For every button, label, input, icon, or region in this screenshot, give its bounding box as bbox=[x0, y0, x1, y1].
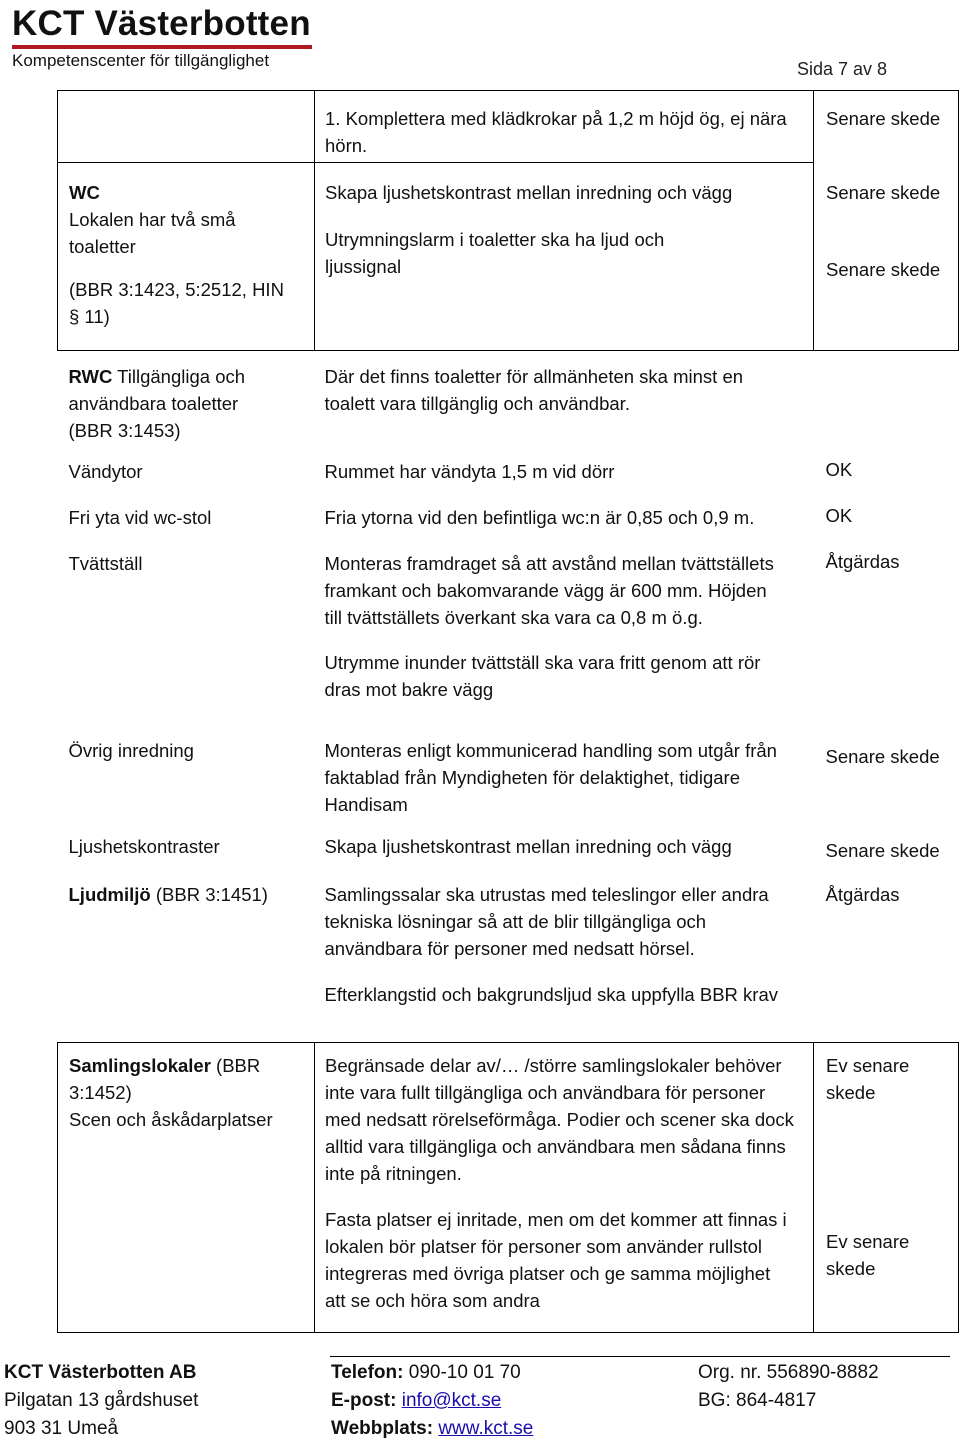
footer-contact bbox=[331, 1359, 533, 1443]
status-text: Senare skede bbox=[826, 108, 941, 129]
status-text: Åtgärdas bbox=[825, 883, 900, 905]
web-label: Webbplats: bbox=[331, 1418, 434, 1439]
table-row bbox=[58, 873, 959, 1043]
action-cell bbox=[315, 351, 814, 451]
table-row bbox=[58, 825, 959, 873]
table-row bbox=[58, 163, 959, 351]
label-bold: WC bbox=[69, 182, 100, 203]
action-text: Monteras framdraget så att avstånd mellan tvättställets framkant och bakomvarande vägg är 600 mm. Höjden till tvättställets överkant ska vara ca 0,8 m ö.g. bbox=[324, 552, 774, 628]
label-bold: RWC bbox=[68, 366, 113, 387]
kct-logo bbox=[12, 4, 312, 71]
table-row bbox=[58, 1043, 959, 1333]
action-text: Skapa ljushetskontrast mellan inredning och vägg bbox=[325, 182, 733, 203]
table-row bbox=[58, 91, 959, 163]
status-text: Ev senare skede bbox=[826, 1055, 910, 1103]
action-cell bbox=[315, 163, 814, 351]
action-text: Efterklangstid och bakgrundsljud ska uppfylla BBR krav bbox=[324, 983, 778, 1005]
action-cell bbox=[315, 873, 814, 1043]
bank-giro: BG: 864-4817 bbox=[698, 1390, 817, 1411]
label-text: Tvättställ bbox=[68, 552, 143, 574]
table-row bbox=[58, 729, 959, 825]
label-text: (BBR 3:1423, 5:2512, HIN § 11) bbox=[69, 279, 284, 327]
status-cell bbox=[814, 91, 959, 163]
action-text: Rummet har vändyta 1,5 m vid dörr bbox=[324, 460, 615, 482]
status-cell bbox=[814, 351, 959, 451]
action-text: Skapa ljushetskontrast mellan inredning och vägg bbox=[324, 835, 732, 857]
status-text: Senare skede bbox=[826, 258, 941, 280]
action-text: Utrymningslarm i toaletter ska ha ljud och ljussignal bbox=[325, 229, 665, 277]
status-text: OK bbox=[825, 504, 853, 526]
status-cell bbox=[814, 497, 959, 543]
label-bold: Ljudmiljö bbox=[68, 883, 151, 905]
status-cell bbox=[814, 825, 959, 873]
page-footer bbox=[0, 1356, 960, 1440]
label-cell bbox=[58, 351, 315, 451]
status-cell bbox=[814, 873, 959, 1043]
action-cell bbox=[315, 543, 814, 729]
label-cell bbox=[58, 163, 315, 351]
table-row bbox=[58, 497, 959, 543]
action-text: Fasta platser ej inritade, men om det kommer att finnas i lokalen bör platser för personer som använder rullstol integreras med övriga platser och ge samma möjlighet att se och höra som andra bbox=[325, 1209, 787, 1311]
label-bold: Samlingslokaler bbox=[69, 1055, 211, 1076]
logo-red-rule bbox=[12, 45, 312, 49]
footer-org bbox=[698, 1359, 879, 1415]
label-cell bbox=[58, 825, 315, 873]
table-row bbox=[58, 351, 959, 451]
label-text: Tillgängliga och användbara toaletter (BBR 3:1453) bbox=[68, 366, 246, 441]
logo-title: KCT Västerbotten bbox=[12, 4, 311, 43]
status-cell bbox=[814, 451, 959, 497]
label-text: Ljushetskontraster bbox=[68, 835, 220, 857]
org-number: Org. nr. 556890-8882 bbox=[698, 1362, 879, 1383]
action-cell bbox=[315, 825, 814, 873]
label-cell bbox=[58, 873, 315, 1043]
logo-subtitle: Kompetenscenter för tillgänglighet bbox=[12, 51, 270, 70]
phone-label: Telefon: bbox=[331, 1362, 404, 1383]
action-text: Utrymme inunder tvättställ ska vara fritt genom att rör dras mot bakre vägg bbox=[324, 651, 761, 700]
action-text: Monteras enligt kommunicerad handling som utgår från faktablad från Myndigheten för delaktighet, tidigare Handisam bbox=[324, 739, 777, 815]
label-cell bbox=[58, 451, 315, 497]
email-label: E-post: bbox=[331, 1390, 397, 1411]
label-text: Fri yta vid wc-stol bbox=[68, 506, 212, 528]
action-text: Fria ytorna vid den befintliga wc:n är 0,85 och 0,9 m. bbox=[324, 506, 755, 528]
phone-number: 090-10 01 70 bbox=[403, 1362, 521, 1383]
website-link[interactable]: www.kct.se bbox=[438, 1418, 534, 1439]
footer-address bbox=[4, 1359, 198, 1443]
table-row bbox=[58, 451, 959, 497]
status-text: Ev senare skede bbox=[826, 1231, 910, 1279]
label-cell bbox=[58, 1043, 315, 1333]
action-cell bbox=[315, 497, 814, 543]
status-cell bbox=[814, 729, 959, 825]
label-cell bbox=[58, 91, 315, 163]
status-cell bbox=[814, 163, 959, 351]
label-text: Lokalen har två små toaletter bbox=[69, 209, 236, 257]
footer-divider bbox=[330, 1356, 950, 1357]
action-cell bbox=[315, 729, 814, 825]
page-number: Sida 7 av 8 bbox=[797, 59, 888, 79]
action-cell bbox=[315, 91, 814, 163]
label-text: Scen och åskådarplatser bbox=[69, 1109, 273, 1130]
label-text: Vändytor bbox=[68, 460, 143, 482]
label-text: (BBR 3:1452) bbox=[69, 1055, 261, 1103]
status-text: Åtgärdas bbox=[825, 550, 900, 572]
street-address: Pilgatan 13 gårdshuset bbox=[4, 1390, 199, 1411]
city-address: 903 31 Umeå bbox=[4, 1418, 119, 1439]
action-cell bbox=[315, 1043, 814, 1333]
action-text: Begränsade delar av/… /större samlingslokaler behöver inte vara fullt tillgängliga och användbara för personer med nedsatt rörelseförmåga. Podier och scener ska dock alltid vara tillgängliga och användbara men sådana finns inte på ritningen. bbox=[325, 1055, 794, 1184]
company-name: KCT Västerbotten AB bbox=[4, 1362, 197, 1383]
label-text: Övrig inredning bbox=[68, 739, 194, 761]
action-text: Samlingssalar ska utrustas med teleslingor eller andra tekniska lösningar så att de blir tillgängliga och användbara för personer med nedsatt hörsel. bbox=[324, 883, 769, 959]
status-cell bbox=[814, 543, 959, 729]
action-text: Där det finns toaletter för allmänheten ska minst en toalett vara tillgänglig och användbar. bbox=[324, 366, 744, 414]
status-text: Senare skede bbox=[826, 181, 941, 203]
assessment-table bbox=[57, 90, 959, 1333]
action-cell bbox=[315, 451, 814, 497]
status-text: OK bbox=[825, 458, 853, 480]
status-text: Senare skede bbox=[825, 745, 940, 767]
label-cell bbox=[58, 543, 315, 729]
status-text: Senare skede bbox=[825, 839, 940, 861]
label-cell bbox=[58, 497, 315, 543]
label-cell bbox=[58, 729, 315, 825]
action-text: 1. Komplettera med klädkrokar på 1,2 m höjd ög, ej nära hörn. bbox=[325, 108, 787, 156]
table-row bbox=[58, 543, 959, 729]
status-cell bbox=[814, 1043, 959, 1333]
label-text: (BBR 3:1451) bbox=[150, 883, 268, 905]
email-link[interactable]: info@kct.se bbox=[401, 1390, 502, 1411]
